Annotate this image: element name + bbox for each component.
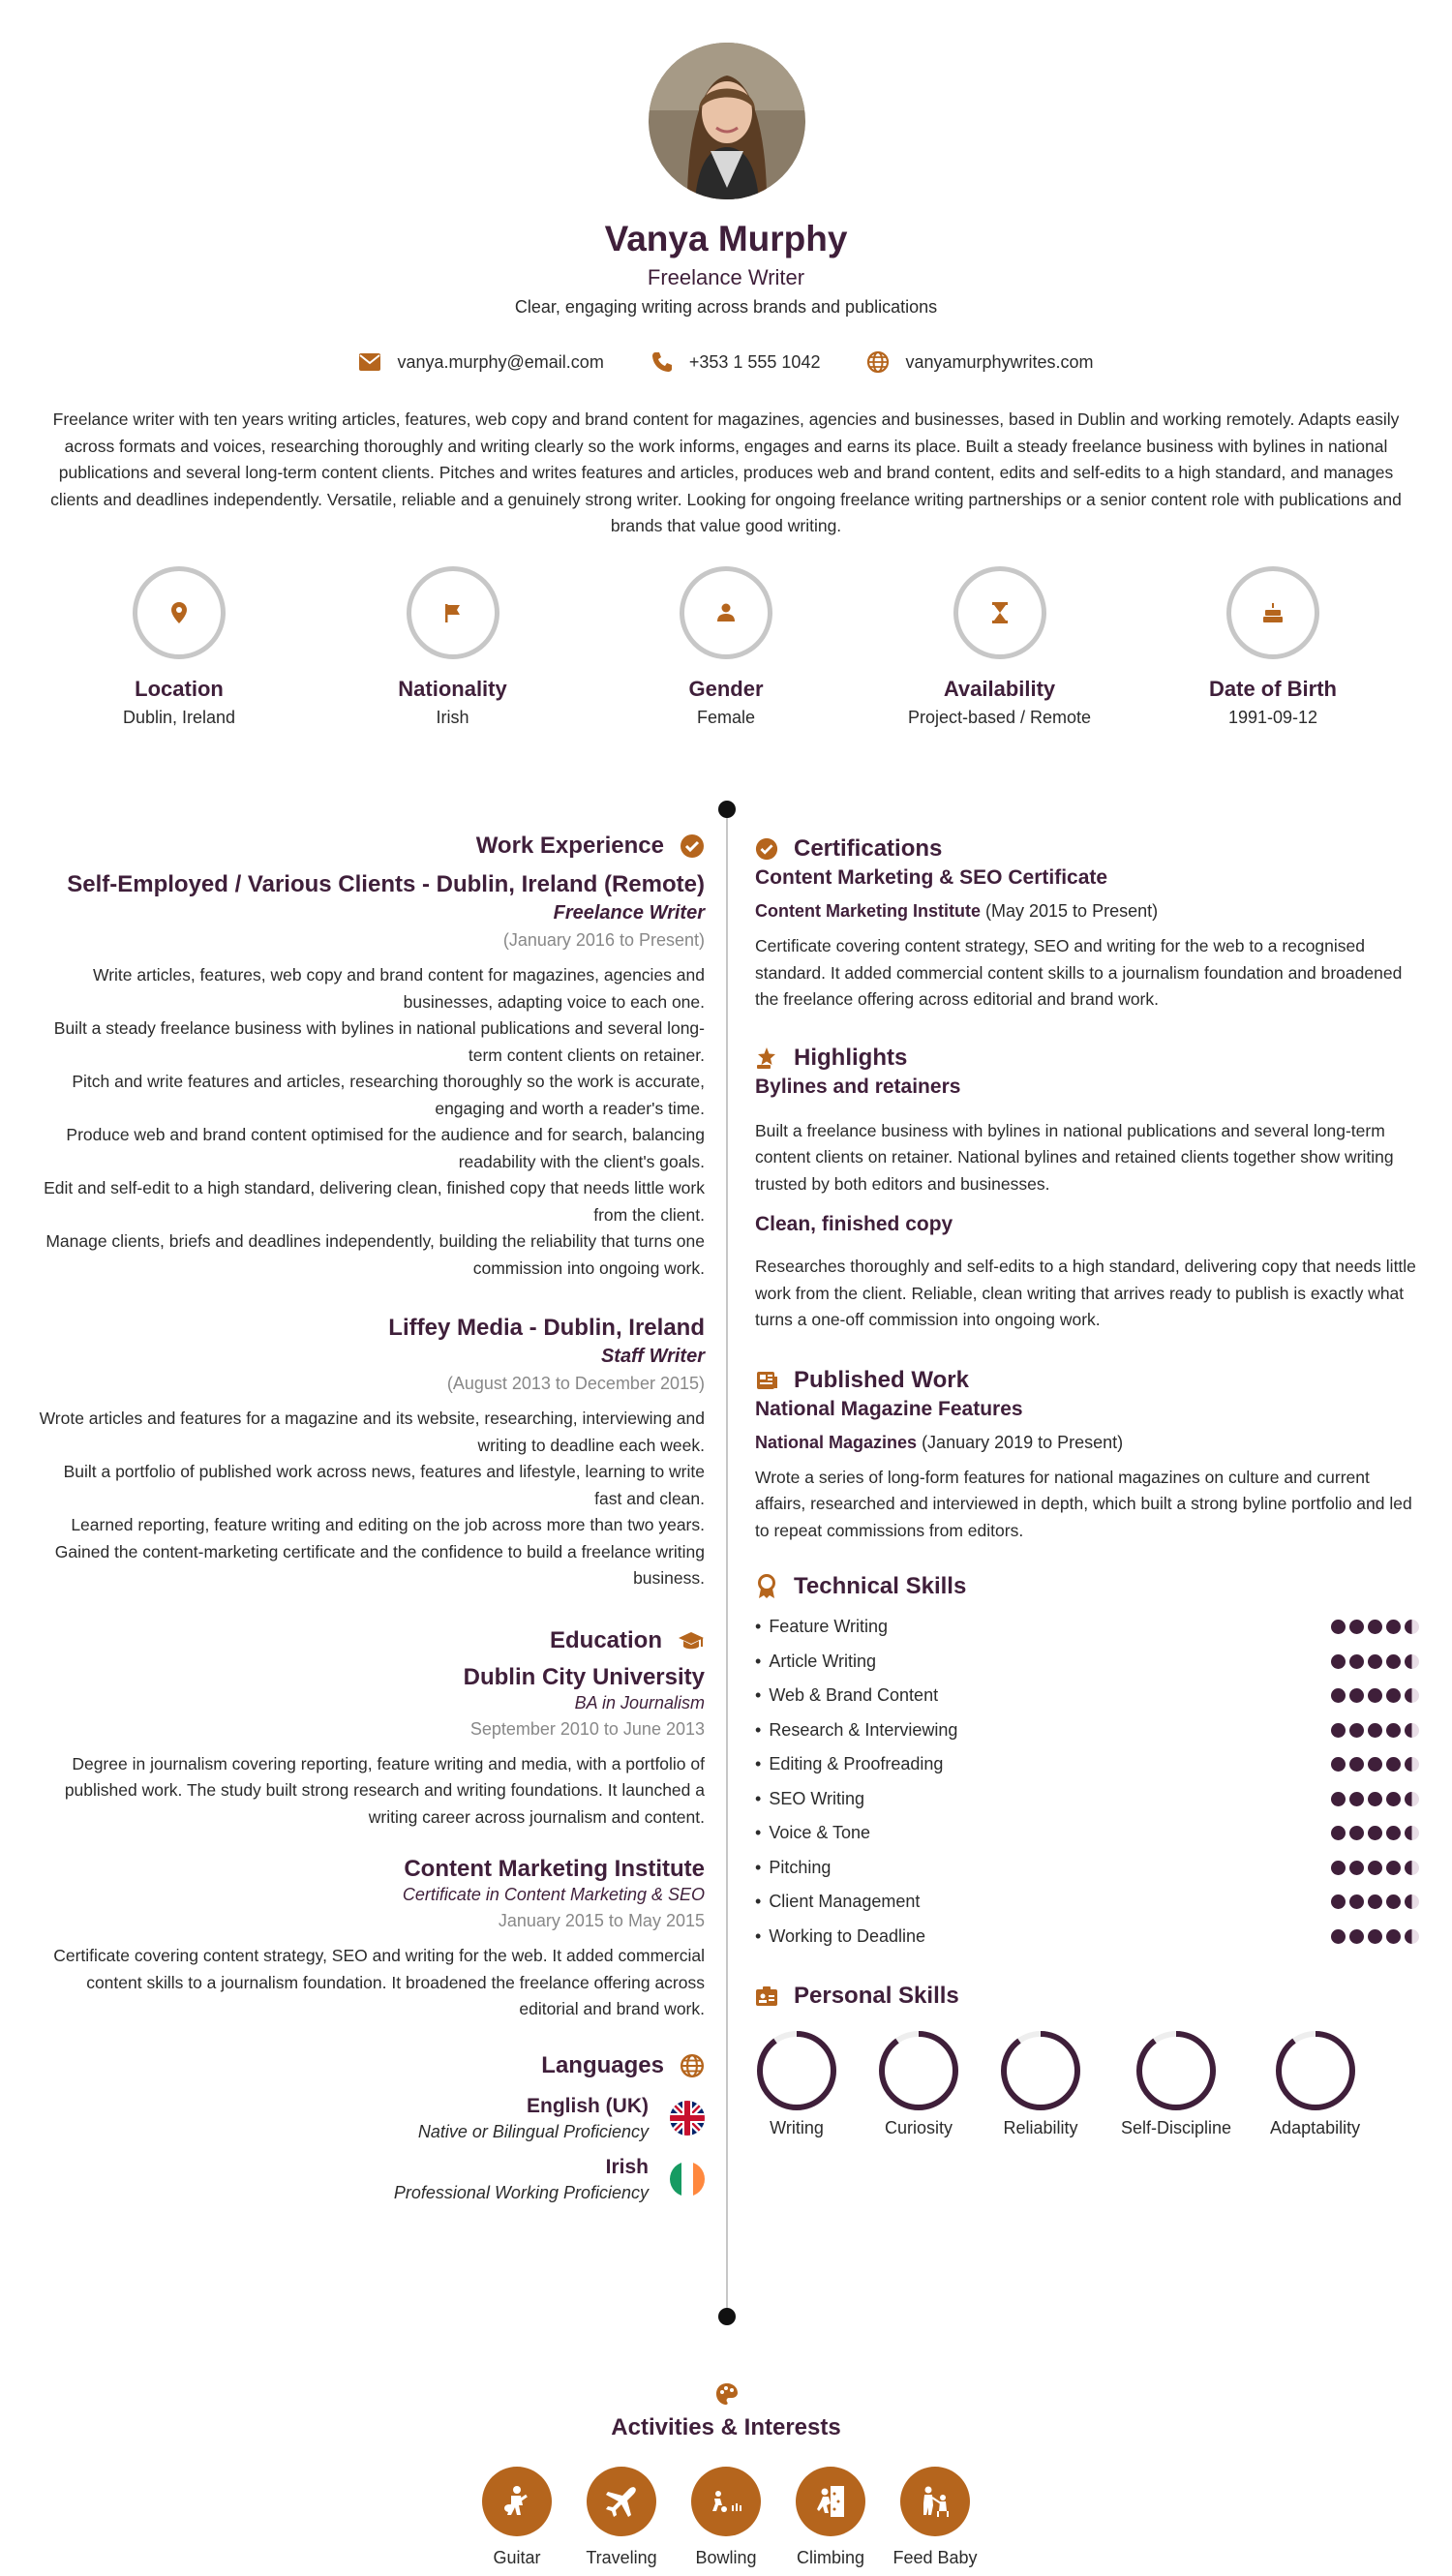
candidate-tagline: Clear, engaging writing across brands and publications <box>514 297 938 317</box>
fact-value: Project-based / Remote <box>907 708 1092 727</box>
fact-value: Female <box>696 708 756 727</box>
fact-availability <box>879 566 1121 728</box>
timeline-dot-top <box>718 801 736 818</box>
rating-dot <box>1349 1757 1364 1772</box>
job-line: Gained the content-marketing certificate and the confidence to build a freelance writing business. <box>54 1541 705 1588</box>
fact-value: Irish <box>436 708 469 727</box>
job-entry <box>39 1315 705 1592</box>
skill-name: • Web & Brand Content <box>755 1685 938 1706</box>
left-column <box>39 833 705 2203</box>
section-title: Education <box>549 1626 662 1653</box>
activities-heading: Activities & Interests <box>611 2414 841 2440</box>
verified-badge-icon <box>680 833 705 859</box>
fact-gender <box>605 566 847 728</box>
globe-icon <box>680 2053 705 2078</box>
job-date: (August 2013 to December 2015) <box>446 1374 705 1393</box>
rating-dot <box>1386 1620 1401 1634</box>
section-title: Work Experience <box>475 833 664 859</box>
skill-row <box>755 1679 1419 1713</box>
rating-dot <box>1331 1654 1346 1669</box>
skill-row <box>755 1713 1419 1748</box>
feed-baby-icon <box>900 2467 970 2536</box>
rating-dot <box>1405 1861 1419 1875</box>
skill-rating <box>1331 1757 1419 1772</box>
job-title: Self-Employed / Various Clients - Dublin, Ireland (Remote) <box>67 871 705 897</box>
rating-dot <box>1368 1894 1382 1909</box>
activity-label: Traveling <box>586 2548 657 2567</box>
fact-date-of-birth <box>1152 566 1394 728</box>
rating-dot <box>1405 1654 1419 1669</box>
skill-name: • Article Writing <box>755 1652 876 1672</box>
section-title: Languages <box>541 2051 664 2078</box>
climbing-icon <box>796 2467 865 2536</box>
section-title: Personal Skills <box>794 1983 959 2009</box>
org-date: (May 2015 to Present) <box>985 901 1159 921</box>
skill-row <box>755 1851 1419 1886</box>
section-title: Certifications <box>794 835 943 862</box>
section-title: Technical Skills <box>794 1573 967 1599</box>
skill-ring <box>877 2029 960 2112</box>
rating-dot <box>1331 1688 1346 1703</box>
technical-skills-heading <box>755 1573 1419 1600</box>
skill-name: • Working to Deadline <box>755 1926 925 1947</box>
degree: Certificate in Content Marketing & SEO <box>402 1885 705 1904</box>
job-line: Built a portfolio of published work across news, features and lifestyle, learning to write fast and clean. <box>63 1462 705 1508</box>
job-line: Pitch and write features and articles, researching thoroughly so the work is accurate, engaging and worth a reader's time. <box>72 1072 705 1118</box>
skill-row <box>755 1645 1419 1680</box>
skill-rating <box>1331 1654 1419 1669</box>
rating-dot <box>1386 1792 1401 1806</box>
education-description: Certificate covering content strategy, SEO and writing for the web. It added commercial content skills to a journalism foundation. It broadened the freelance offering across editorial and brand work. <box>53 1946 705 2018</box>
personal-skill <box>999 2029 1082 2138</box>
rating-dot <box>1349 1688 1364 1703</box>
rating-dot <box>1405 1792 1419 1806</box>
rating-dot <box>1386 1894 1401 1909</box>
rating-dot <box>1405 1929 1419 1944</box>
fact-title: Gender <box>688 677 764 701</box>
fact-title: Availability <box>943 677 1056 701</box>
rating-dot <box>1368 1654 1382 1669</box>
personal-facts <box>58 566 1394 728</box>
section-title: Published Work <box>794 1366 969 1393</box>
published-description: Wrote a series of long-form features for national magazines on culture and current affairs, researched and interviewed in depth, which built a strong byline portfolio and led to repeat commissions from editors. <box>755 1467 1412 1540</box>
skill-ring <box>1134 2029 1218 2112</box>
rating-dot <box>1368 1826 1382 1840</box>
published-work-heading <box>755 1367 1419 1394</box>
id-badge-icon <box>755 1985 778 2008</box>
fact-title: Nationality <box>398 677 507 701</box>
skill-rating <box>1331 1723 1419 1738</box>
rating-dot <box>1386 1723 1401 1738</box>
ring-fill <box>1279 2034 1352 2107</box>
skill-label: Writing <box>770 2118 824 2137</box>
newspaper-icon <box>755 1369 778 1392</box>
skill-label: Curiosity <box>884 2118 953 2137</box>
highlights-heading <box>755 1045 1419 1072</box>
education-description: Degree in journalism covering reporting, feature writing and media, with a portfolio of published work. The study built strong research and writing foundations. It launched a writing career across journalism and content. <box>64 1753 705 1827</box>
skill-rating <box>1331 1826 1419 1840</box>
ring-fill <box>882 2034 955 2107</box>
personal-skill <box>755 2029 838 2138</box>
education-entry <box>39 1856 705 2023</box>
candidate-role: Freelance Writer <box>647 265 805 289</box>
job-role: Freelance Writer <box>553 902 705 924</box>
degree: BA in Journalism <box>574 1692 705 1712</box>
rating-dot <box>1368 1757 1382 1772</box>
certification-description: Certificate covering content strategy, SEO and writing for the web to a recognised standard. It added commercial content skills to a journalism foundation and broadened the freelance offering across editorial and brand work. <box>755 936 1403 1009</box>
personal-skill <box>1121 2029 1231 2138</box>
airplane-icon <box>587 2467 656 2536</box>
ring-fill <box>1139 2034 1213 2107</box>
skill-row <box>755 1885 1419 1920</box>
highlight-description: Built a freelance business with bylines in national publications and several long-term content clients on retainer. National bylines and retained clients together show writing trusted by both editors and businesses. <box>755 1120 1394 1194</box>
rating-dot <box>1386 1757 1401 1772</box>
globe-icon <box>866 350 890 374</box>
email-icon <box>358 352 381 372</box>
org-name: Content Marketing Institute <box>755 901 981 921</box>
fact-value: Dublin, Ireland <box>122 708 236 727</box>
published-title: National Magazine Features <box>755 1397 1023 1420</box>
skill-rating <box>1331 1620 1419 1634</box>
skill-label: Self-Discipline <box>1121 2118 1232 2137</box>
rating-dot <box>1331 1861 1346 1875</box>
contact-phone[interactable] <box>650 350 821 374</box>
language-level: Professional Working Proficiency <box>393 2182 649 2202</box>
rating-dot <box>1368 1688 1382 1703</box>
skill-ring <box>999 2029 1082 2112</box>
rating-dot <box>1349 1894 1364 1909</box>
skill-label: Adaptability <box>1270 2118 1361 2137</box>
email-text[interactable]: vanya.murphy@email.com <box>397 351 604 372</box>
language-name: Irish <box>605 2155 649 2178</box>
rating-dot <box>1386 1861 1401 1875</box>
job-line: Manage clients, briefs and deadlines independently, building the reliability that turns one commission into ongoing work. <box>45 1231 705 1278</box>
highlight-title: Clean, finished copy <box>755 1213 953 1235</box>
contact-bar <box>0 350 1452 374</box>
education-heading <box>39 1627 705 1654</box>
rating-dot <box>1331 1723 1346 1738</box>
skill-row <box>755 1610 1419 1645</box>
org-name: National Magazines <box>755 1432 918 1452</box>
skill-ring <box>1274 2029 1357 2112</box>
activity-item <box>587 2467 656 2569</box>
graduation-cap-icon <box>678 1630 705 1652</box>
rating-dot <box>1368 1929 1382 1944</box>
timeline-line <box>726 809 728 2319</box>
rating-dot <box>1331 1894 1346 1909</box>
rating-dot <box>1349 1929 1364 1944</box>
fact-value: 1991-09-12 <box>1227 708 1318 727</box>
job-line: Produce web and brand content optimised for the audience and for search, balancing readability with the client's goals. <box>66 1125 705 1171</box>
uk-flag-icon <box>670 2101 705 2136</box>
website-text[interactable]: vanyamurphywrites.com <box>905 351 1094 372</box>
job-line: Wrote articles and features for a magazine and its website, researching, interviewing and writing to deadline each week. <box>39 1409 705 1455</box>
personal-skills-heading <box>755 1983 1419 2010</box>
contact-website[interactable] <box>866 350 1093 374</box>
rating-dot <box>1405 1688 1419 1703</box>
job-line: Write articles, features, web copy and brand content for magazines, agencies and businesses, adapting voice to each one. <box>93 965 705 1012</box>
fact-location <box>58 566 300 728</box>
activity-label: Bowling <box>695 2548 757 2567</box>
technical-skills-list <box>755 1610 1419 1954</box>
school-name: Dublin City University <box>463 1663 705 1690</box>
skill-rating <box>1331 1688 1419 1703</box>
rating-dot <box>1349 1654 1364 1669</box>
skill-rating <box>1331 1792 1419 1806</box>
skill-rating <box>1331 1861 1419 1875</box>
activity-item <box>892 2467 978 2569</box>
rating-dot <box>1386 1688 1401 1703</box>
published-org <box>755 1433 1419 1453</box>
job-line: Built a steady freelance business with bylines in national publications and several long-term content clients on retainer. <box>53 1018 705 1065</box>
phone-icon <box>650 350 674 374</box>
skill-ring <box>755 2029 838 2112</box>
rating-dot <box>1386 1654 1401 1669</box>
skill-label: Reliability <box>1003 2118 1078 2137</box>
education-date: September 2010 to June 2013 <box>469 1718 705 1739</box>
skill-row <box>755 1920 1419 1955</box>
rating-dot <box>1368 1861 1382 1875</box>
personal-skills-list <box>755 2029 1419 2138</box>
fact-title: Date of Birth <box>1209 677 1337 701</box>
rating-dot <box>1349 1620 1364 1634</box>
highlight-description: Researches thoroughly and self-edits to a high standard, delivering copy that needs little work from the client. Reliable, clean writing that arrives ready to publish is exactly what turns a one-off commission into ongoing work. <box>755 1257 1416 1329</box>
org-date: (January 2019 to Present) <box>922 1432 1124 1452</box>
language-item <box>39 2156 705 2203</box>
certifications-heading <box>755 835 1419 863</box>
fact-title: Location <box>135 677 224 701</box>
rating-dot <box>1331 1826 1346 1840</box>
rating-dot <box>1368 1723 1382 1738</box>
verified-badge-icon <box>755 837 778 861</box>
skill-name: • Client Management <box>755 1892 920 1912</box>
skill-name: • Feature Writing <box>755 1617 888 1637</box>
language-level: Native or Bilingual Proficiency <box>417 2121 649 2141</box>
certification-org <box>755 901 1419 922</box>
skill-row <box>755 1816 1419 1851</box>
activity-label: Feed Baby <box>892 2548 978 2567</box>
skill-name: • SEO Writing <box>755 1789 864 1809</box>
school-name: Content Marketing Institute <box>404 1856 705 1882</box>
education-entry <box>39 1664 705 1832</box>
candidate-name: Vanya Murphy <box>604 219 848 258</box>
award-ribbon-icon <box>755 1574 778 1599</box>
rating-dot <box>1405 1894 1419 1909</box>
rating-dot <box>1349 1826 1364 1840</box>
skill-rating <box>1331 1929 1419 1944</box>
activity-item <box>796 2467 865 2569</box>
ring-fill <box>760 2034 833 2107</box>
rating-dot <box>1331 1620 1346 1634</box>
job-date: (January 2016 to Present) <box>502 930 705 950</box>
ireland-flag-icon <box>670 2162 705 2197</box>
fact-nationality <box>332 566 574 728</box>
job-entry <box>39 871 705 1282</box>
section-title: Highlights <box>794 1044 908 1071</box>
rating-dot <box>1349 1861 1364 1875</box>
flag-icon <box>443 602 463 623</box>
star-hand-icon <box>755 1046 778 1070</box>
timeline-dot-bottom <box>718 2308 736 2325</box>
rating-dot <box>1405 1757 1419 1772</box>
certification-title: Content Marketing & SEO Certificate <box>755 866 1108 889</box>
person-icon <box>715 602 737 623</box>
activity-label: Guitar <box>493 2548 541 2567</box>
rating-dot <box>1405 1620 1419 1634</box>
rating-dot <box>1331 1757 1346 1772</box>
education-date: January 2015 to May 2015 <box>498 1911 705 1930</box>
bowling-icon <box>691 2467 761 2536</box>
personal-skill <box>1270 2029 1360 2138</box>
job-title: Liffey Media - Dublin, Ireland <box>388 1315 705 1341</box>
activity-item <box>691 2467 761 2569</box>
languages-heading <box>39 2052 705 2079</box>
job-responsibilities <box>39 1406 705 1592</box>
job-line: Learned reporting, feature writing and editing on the job across more than two years. <box>71 1515 705 1534</box>
personal-skill <box>877 2029 960 2138</box>
activities-list <box>0 2467 1452 2569</box>
highlight-title: Bylines and retainers <box>755 1075 961 1098</box>
guitar-icon <box>482 2467 552 2536</box>
rating-dot <box>1331 1792 1346 1806</box>
rating-dot <box>1386 1826 1401 1840</box>
rating-dot <box>1349 1792 1364 1806</box>
skill-name: • Voice & Tone <box>755 1823 870 1843</box>
job-role: Staff Writer <box>600 1346 705 1367</box>
rating-dot <box>1331 1929 1346 1944</box>
rating-dot <box>1368 1792 1382 1806</box>
hourglass-icon <box>990 601 1010 624</box>
avatar <box>649 43 805 199</box>
palette-icon <box>714 2381 740 2407</box>
activity-label: Climbing <box>796 2548 865 2567</box>
activity-item <box>482 2467 552 2569</box>
right-column <box>755 835 1419 2138</box>
skill-row <box>755 1747 1419 1782</box>
skill-name: • Pitching <box>755 1858 831 1878</box>
skill-name: • Editing & Proofreading <box>755 1754 943 1774</box>
work-experience-heading <box>39 833 705 860</box>
rating-dot <box>1368 1620 1382 1634</box>
profile-summary: Freelance writer with ten years writing articles, features, web copy and brand content for magazines, agencies and businesses, based in Dublin and working remotely. Adapts easily across formats and voices, researching thoroughly and writing clearly so the work informs, engages and earns its place. Built a steady freelance business with bylines in national publications and several long-term content clients. Pitches and writes features and articles, produces web and brand content, edits and self-edits to a high standard, and manages clients and deadlines independently. Versatile, reliable and a genuinely strong writer. Looking for ongoing freelance writing partnerships or a senior content role with publications and brands that value good writing. <box>50 409 1402 535</box>
language-name: English (UK) <box>527 2094 649 2117</box>
ring-fill <box>1004 2034 1077 2107</box>
phone-text[interactable]: +353 1 555 1042 <box>688 351 821 372</box>
rating-dot <box>1405 1723 1419 1738</box>
rating-dot <box>1405 1826 1419 1840</box>
rating-dot <box>1349 1723 1364 1738</box>
job-responsibilities <box>39 962 705 1282</box>
skill-row <box>755 1782 1419 1817</box>
skill-name: • Research & Interviewing <box>755 1720 957 1741</box>
skill-rating <box>1331 1894 1419 1909</box>
language-item <box>39 2095 705 2142</box>
location-pin-icon <box>169 601 189 624</box>
job-line: Edit and self-edit to a high standard, delivering clean, finished copy that needs little work from the client. <box>44 1178 705 1225</box>
cake-icon <box>1262 602 1284 623</box>
contact-email[interactable] <box>358 350 603 374</box>
rating-dot <box>1386 1929 1401 1944</box>
